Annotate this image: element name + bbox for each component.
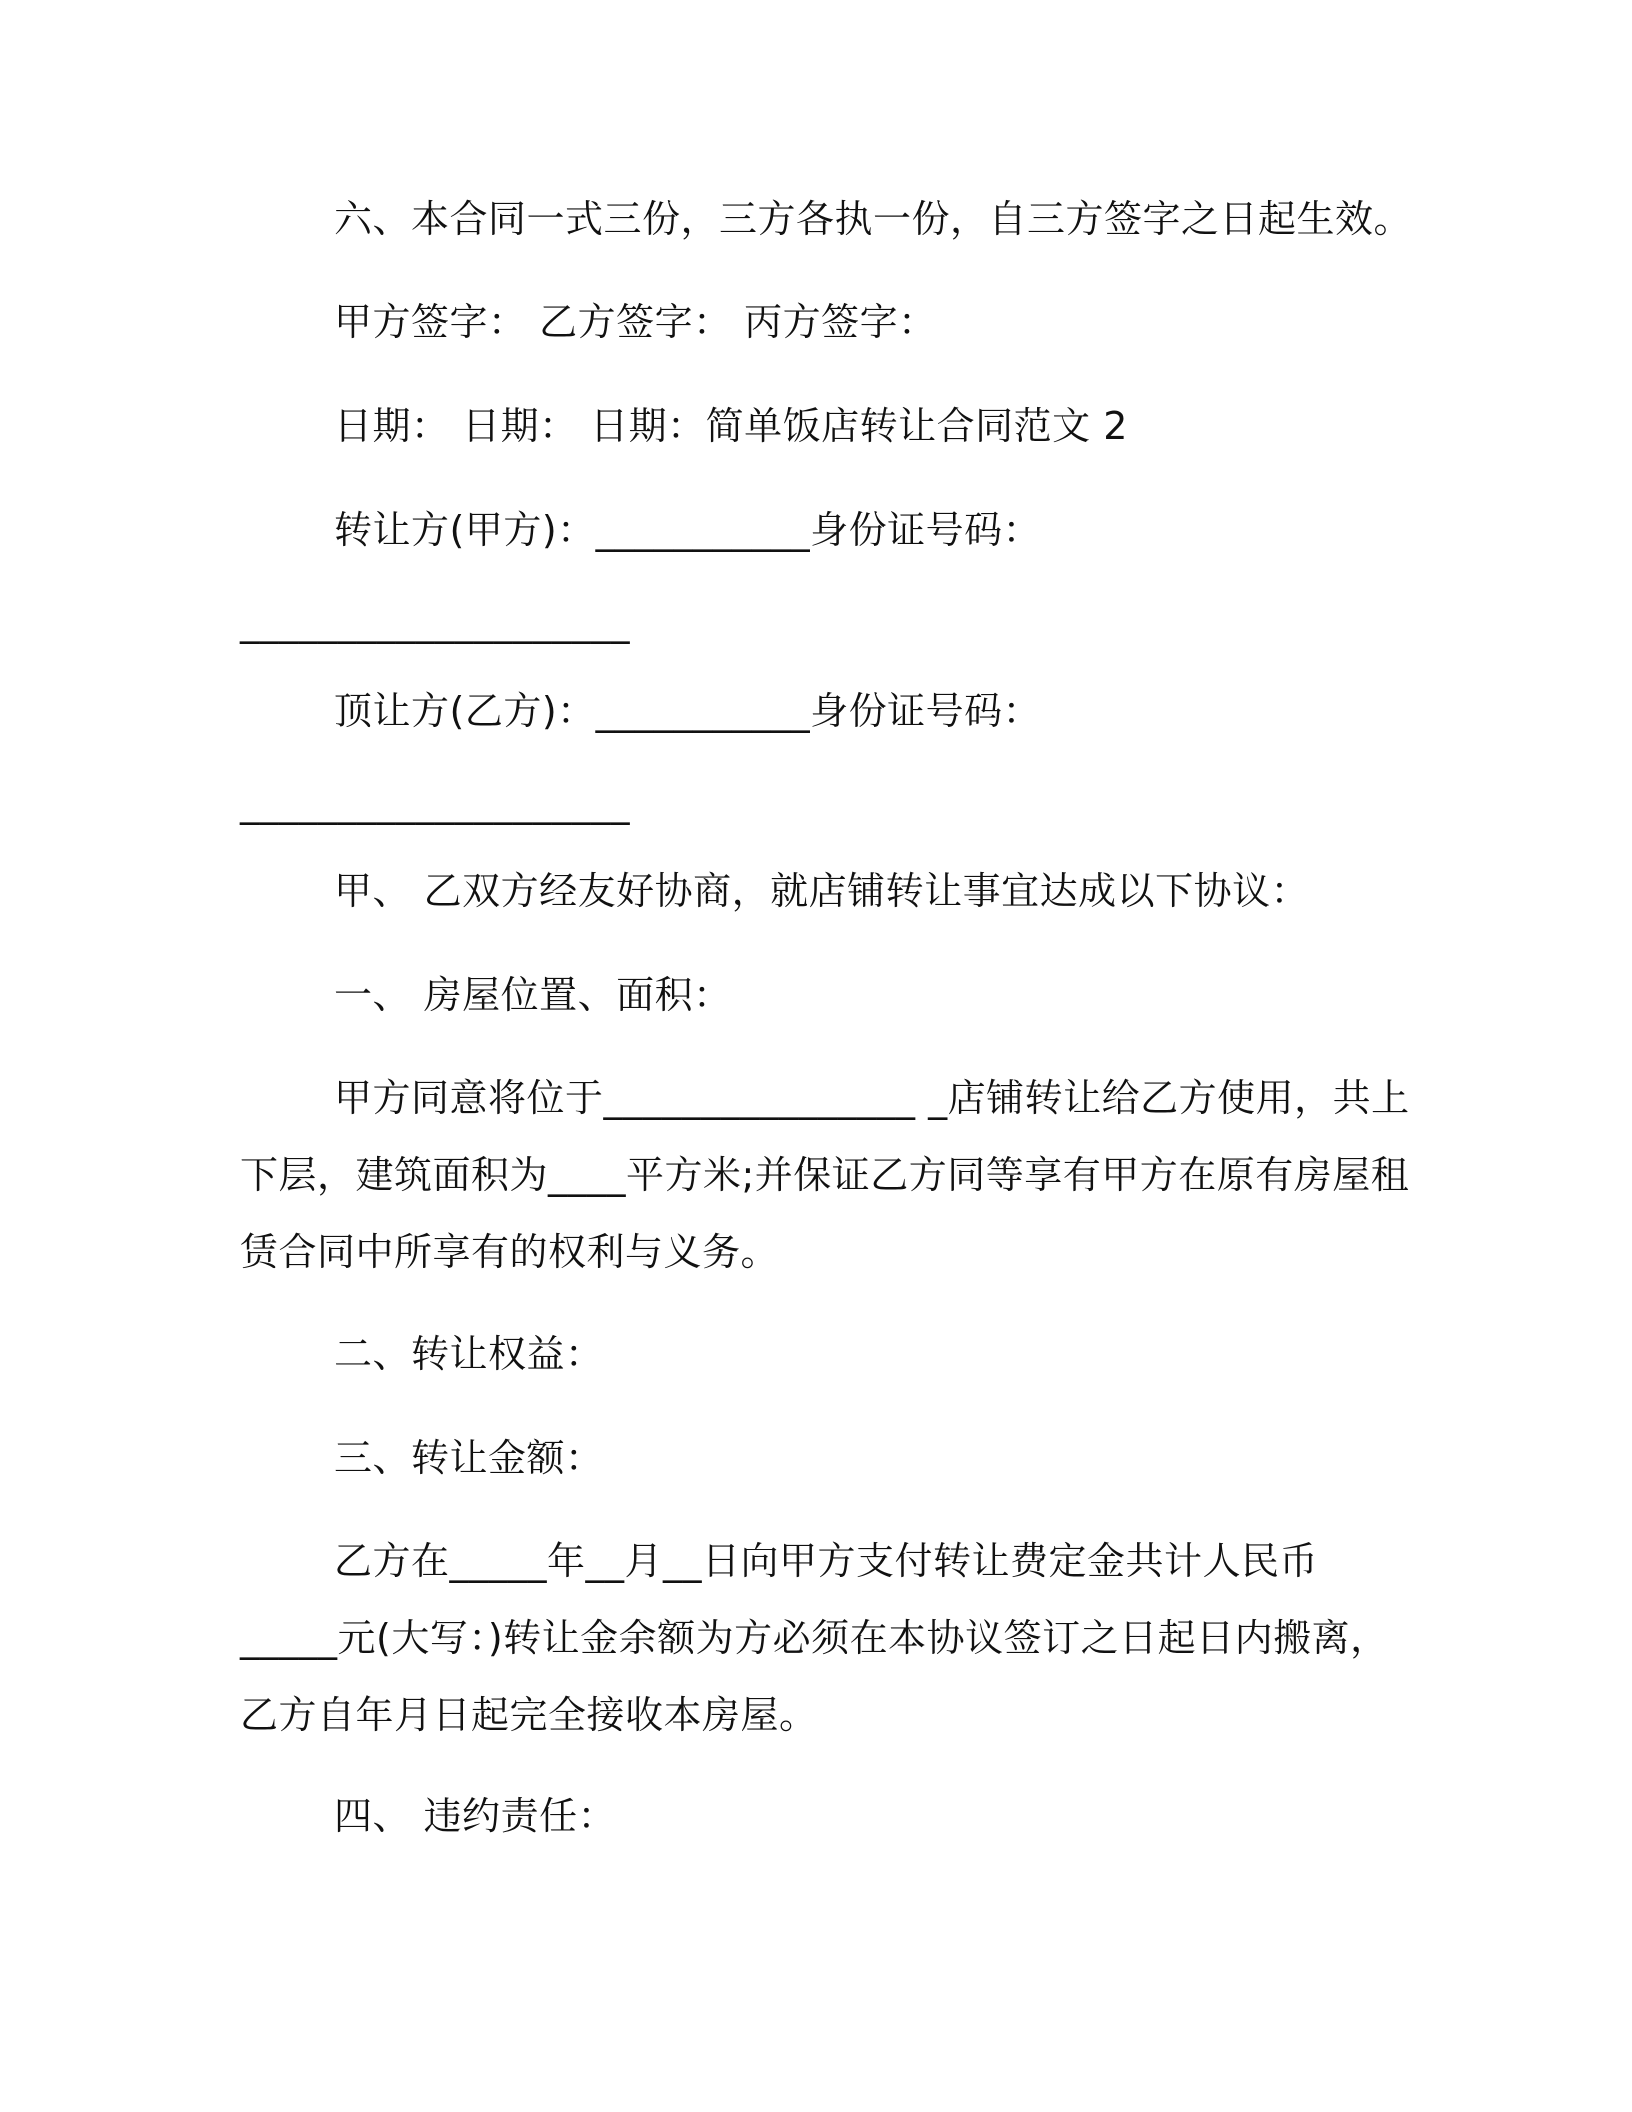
section-one-text-line-1: 甲方同意将位于________________ _店铺转让给乙方使用，共上 [334,1076,1410,1120]
section-four-heading: 四、 违约责任： [334,1794,617,1838]
section-one-heading: 一、 房屋位置、面积： [334,973,732,1017]
section-three-text-line-1: 乙方在_____年__月__日向甲方支付转让费定金共计人民币 [334,1539,1319,1583]
transferee-line: 顶让方(乙方)：___________身份证号码： [334,689,1042,733]
section-three-text-line-3: 乙方自年月日起完全接收本房屋。 [240,1693,818,1737]
clause-six-text: 六、本合同一式三份，三方各执一份，自三方签字之日起生效。 [334,197,1413,241]
transferee-id-blank: ____________________ [240,781,630,825]
date-line: 日期： 日期： 日期：简单饭店转让合同范文 2 [334,404,1128,448]
section-three-heading: 三、转让金额： [334,1436,604,1480]
transferor-id-blank: ____________________ [240,600,630,644]
signature-line: 甲方签字： 乙方签字： 丙方签字： [334,300,937,344]
section-three-text-line-2: _____元(大写：)转让金余额为方必须在本协议签订之日起日内搬离， [240,1616,1389,1660]
section-one-text-line-3: 赁合同中所享有的权利与义务。 [240,1230,780,1274]
section-one-text-line-2: 下层，建筑面积为____平方米;并保证乙方同等享有甲方在原有房屋租 [240,1153,1410,1197]
agreement-intro: 甲、 乙双方经友好协商，就店铺转让事宜达成以下协议： [334,869,1310,913]
section-two-heading: 二、转让权益： [334,1332,604,1376]
transferor-line: 转让方(甲方)：___________身份证号码： [334,508,1042,552]
